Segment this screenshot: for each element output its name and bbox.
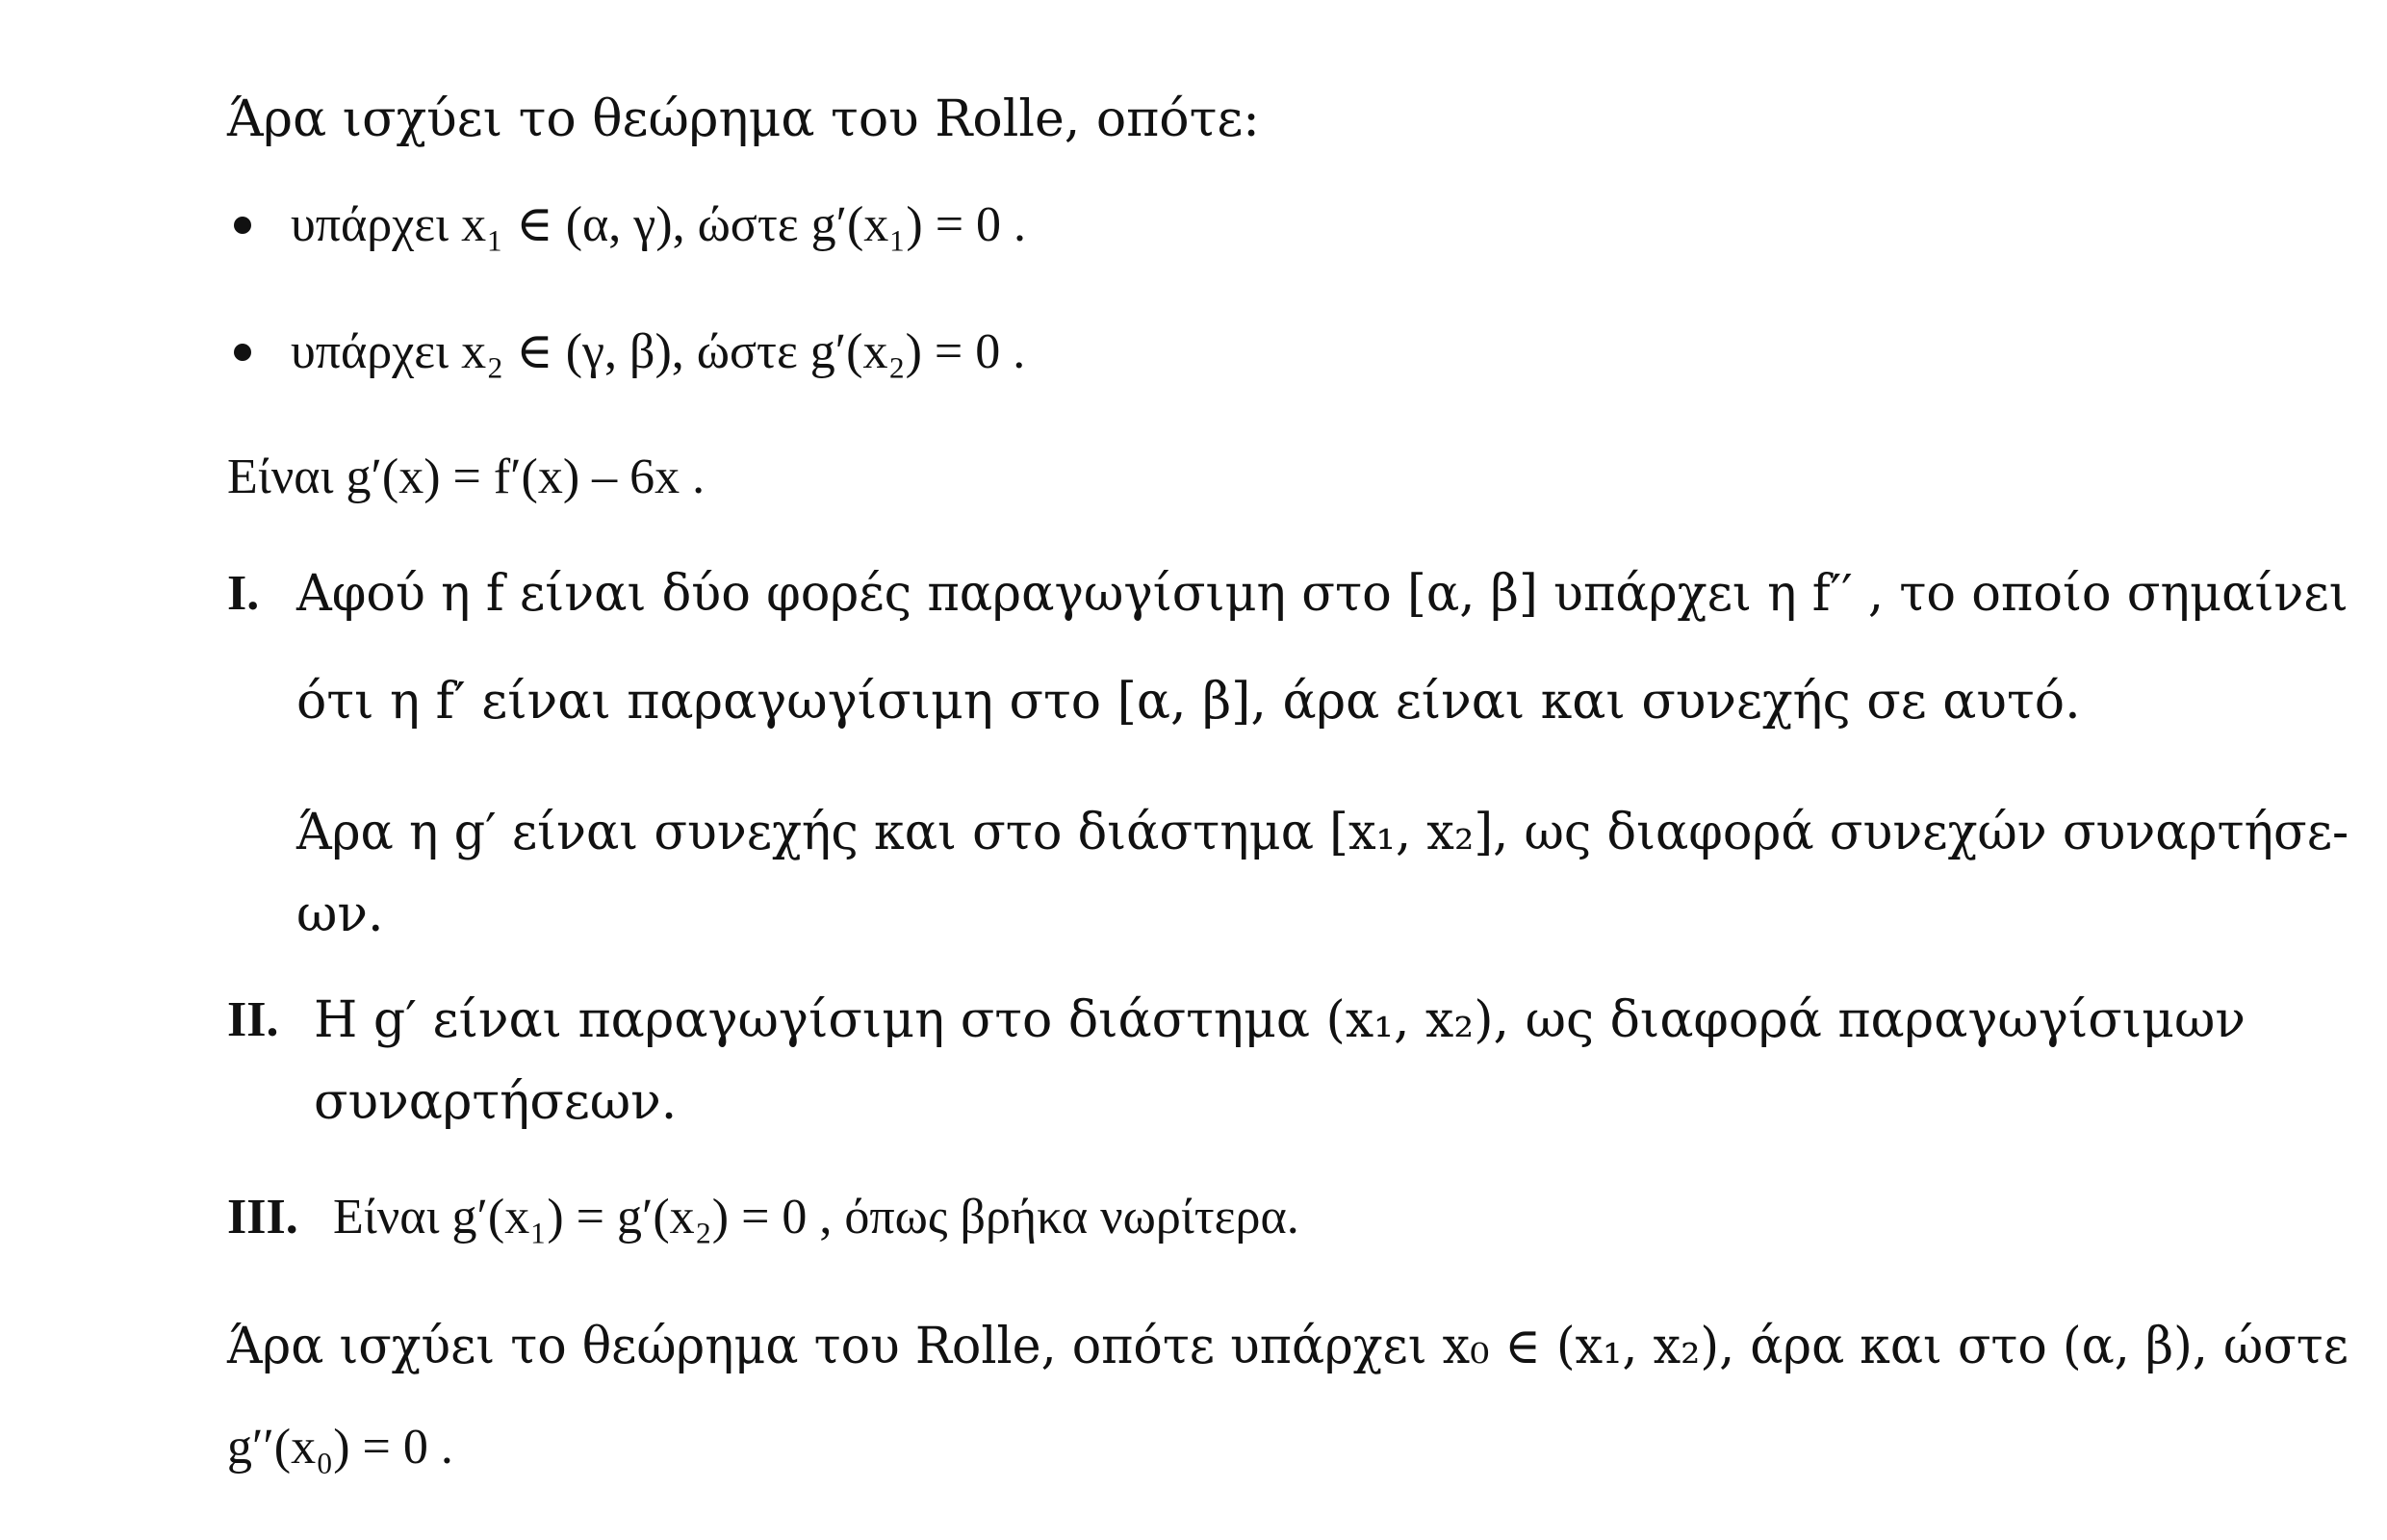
intro-line: Άρα ισχύει το θεώρημα του Rolle, οπότε: <box>227 90 1260 148</box>
bullet-2-dot <box>234 344 251 361</box>
item-1-label: I. <box>227 566 260 621</box>
bullet-2-text: υπάρχει x₂ ∈ (γ, β), ώστε g′(x₂) = 0 . <box>291 324 1026 379</box>
bullet-1-text: υπάρχει x₁ ∈ (α, γ), ώστε g′(x₁) = 0 . <box>291 197 1027 252</box>
item-3-label: III. <box>227 1190 298 1245</box>
item-1-line-3: Άρα η g′ είναι συνεχής και στο διάστημα [x₁, x₂], ως διαφορά συνεχών συναρτήσε- <box>296 804 2349 861</box>
item-2-line-1: Η g′ είναι παραγωγίσιμη στο διάστημα (x₁, x₂), ως διαφορά παραγωγίσιμων <box>314 991 2246 1049</box>
item-1-line-1: Αφού η f είναι δύο φορές παραγωγίσιμη στο [α, β] υπάρχει η f′′ , το οποίο σημαίνει <box>296 565 2348 623</box>
item-1-line-4: ων. <box>296 886 384 943</box>
derivative-line: Είναι g′(x) = f′(x) – 6x . <box>227 449 706 504</box>
bullet-1-dot <box>234 217 251 234</box>
conclusion-line-2: g′′(x₀) = 0 . <box>227 1420 453 1475</box>
item-1-line-2: ότι η f′ είναι παραγωγίσιμη στο [α, β], άρα είναι και συνεχής σε αυτό. <box>296 673 2081 731</box>
item-3-line: Είναι g′(x₁) = g′(x₂) = 0 , όπως βρήκα νωρίτερα. <box>333 1190 1299 1245</box>
item-2-line-2: συναρτήσεων. <box>314 1073 678 1131</box>
item-2-label: II. <box>227 992 279 1047</box>
conclusion-line-1: Άρα ισχύει το θεώρημα του Rolle, οπότε υπάρχει x₀ ∈ (x₁, x₂), άρα και στο (α, β), ώστε <box>227 1318 2348 1375</box>
